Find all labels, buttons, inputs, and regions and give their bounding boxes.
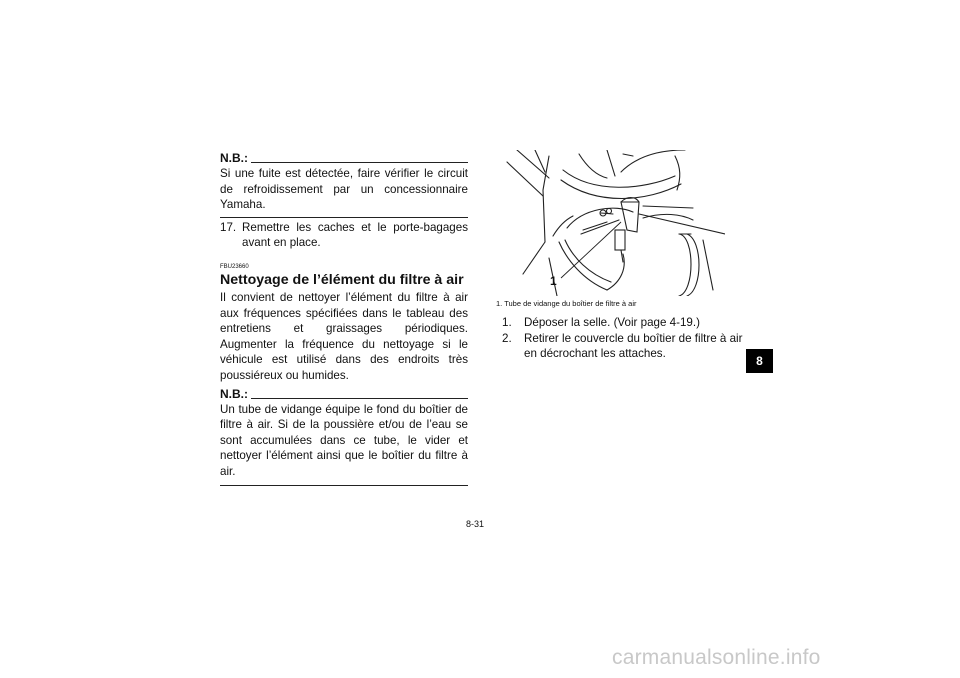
figure-callout: 1 xyxy=(550,274,557,288)
note-header xyxy=(220,386,468,400)
right-steps xyxy=(502,315,752,362)
section-body: Il convient de nettoyer l’élément du filtre à air aux fréquences spécifiées dans le tableau des entretiens et graissages périodiques. Augmenter la fréquence du nettoyage si le véhicule est utilisé dans des endroits très poussiéreux ou humides. xyxy=(220,290,468,382)
step-number: 17. xyxy=(220,220,237,234)
step-2 xyxy=(502,331,752,362)
note-rule xyxy=(251,398,468,399)
watermark: carmanualsonline.info xyxy=(612,646,821,669)
left-column xyxy=(220,150,468,486)
note-label: N.B.: xyxy=(220,386,248,401)
figure-drawing xyxy=(503,150,725,296)
step-17 xyxy=(220,220,468,251)
step-text: Remettre les caches et le porte-bagages avant en place. xyxy=(242,220,468,250)
note-header xyxy=(220,150,468,164)
note-label: N.B.: xyxy=(220,151,248,165)
section-heading: Nettoyage de l’élément du filtre à air xyxy=(220,271,464,288)
air-filter-drain-illustration xyxy=(503,150,725,296)
step-text: Retirer le couvercle du boîtier de filtre à air en décrochant les attaches. xyxy=(524,331,743,361)
step-number: 2. xyxy=(502,331,512,345)
step-1 xyxy=(502,315,752,331)
note-text: Un tube de vidange équipe le fond du boîtier de filtre à air. Si de la poussière et/ou de l’eau se sont accumulées dans ce tube, le vider et nettoyer l’élément ainsi que le boîtier du filtre à air. xyxy=(220,402,468,478)
section-code: FBU23660 xyxy=(220,263,249,270)
figure-caption: 1. Tube de vidange du boîtier de filtre à air xyxy=(496,299,637,308)
step-text: Déposer la selle. (Voir page 4-19.) xyxy=(524,316,700,329)
note-rule xyxy=(251,162,468,163)
note-end-rule xyxy=(220,485,468,486)
chapter-tab: 8 xyxy=(746,349,773,373)
note-end-rule xyxy=(220,217,468,218)
page-number: 8-31 xyxy=(466,519,485,529)
note-text: Si une fuite est détectée, faire vérifier le circuit de refroidissement par un concessionnaire Yamaha. xyxy=(220,167,468,212)
step-number: 1. xyxy=(502,316,512,329)
